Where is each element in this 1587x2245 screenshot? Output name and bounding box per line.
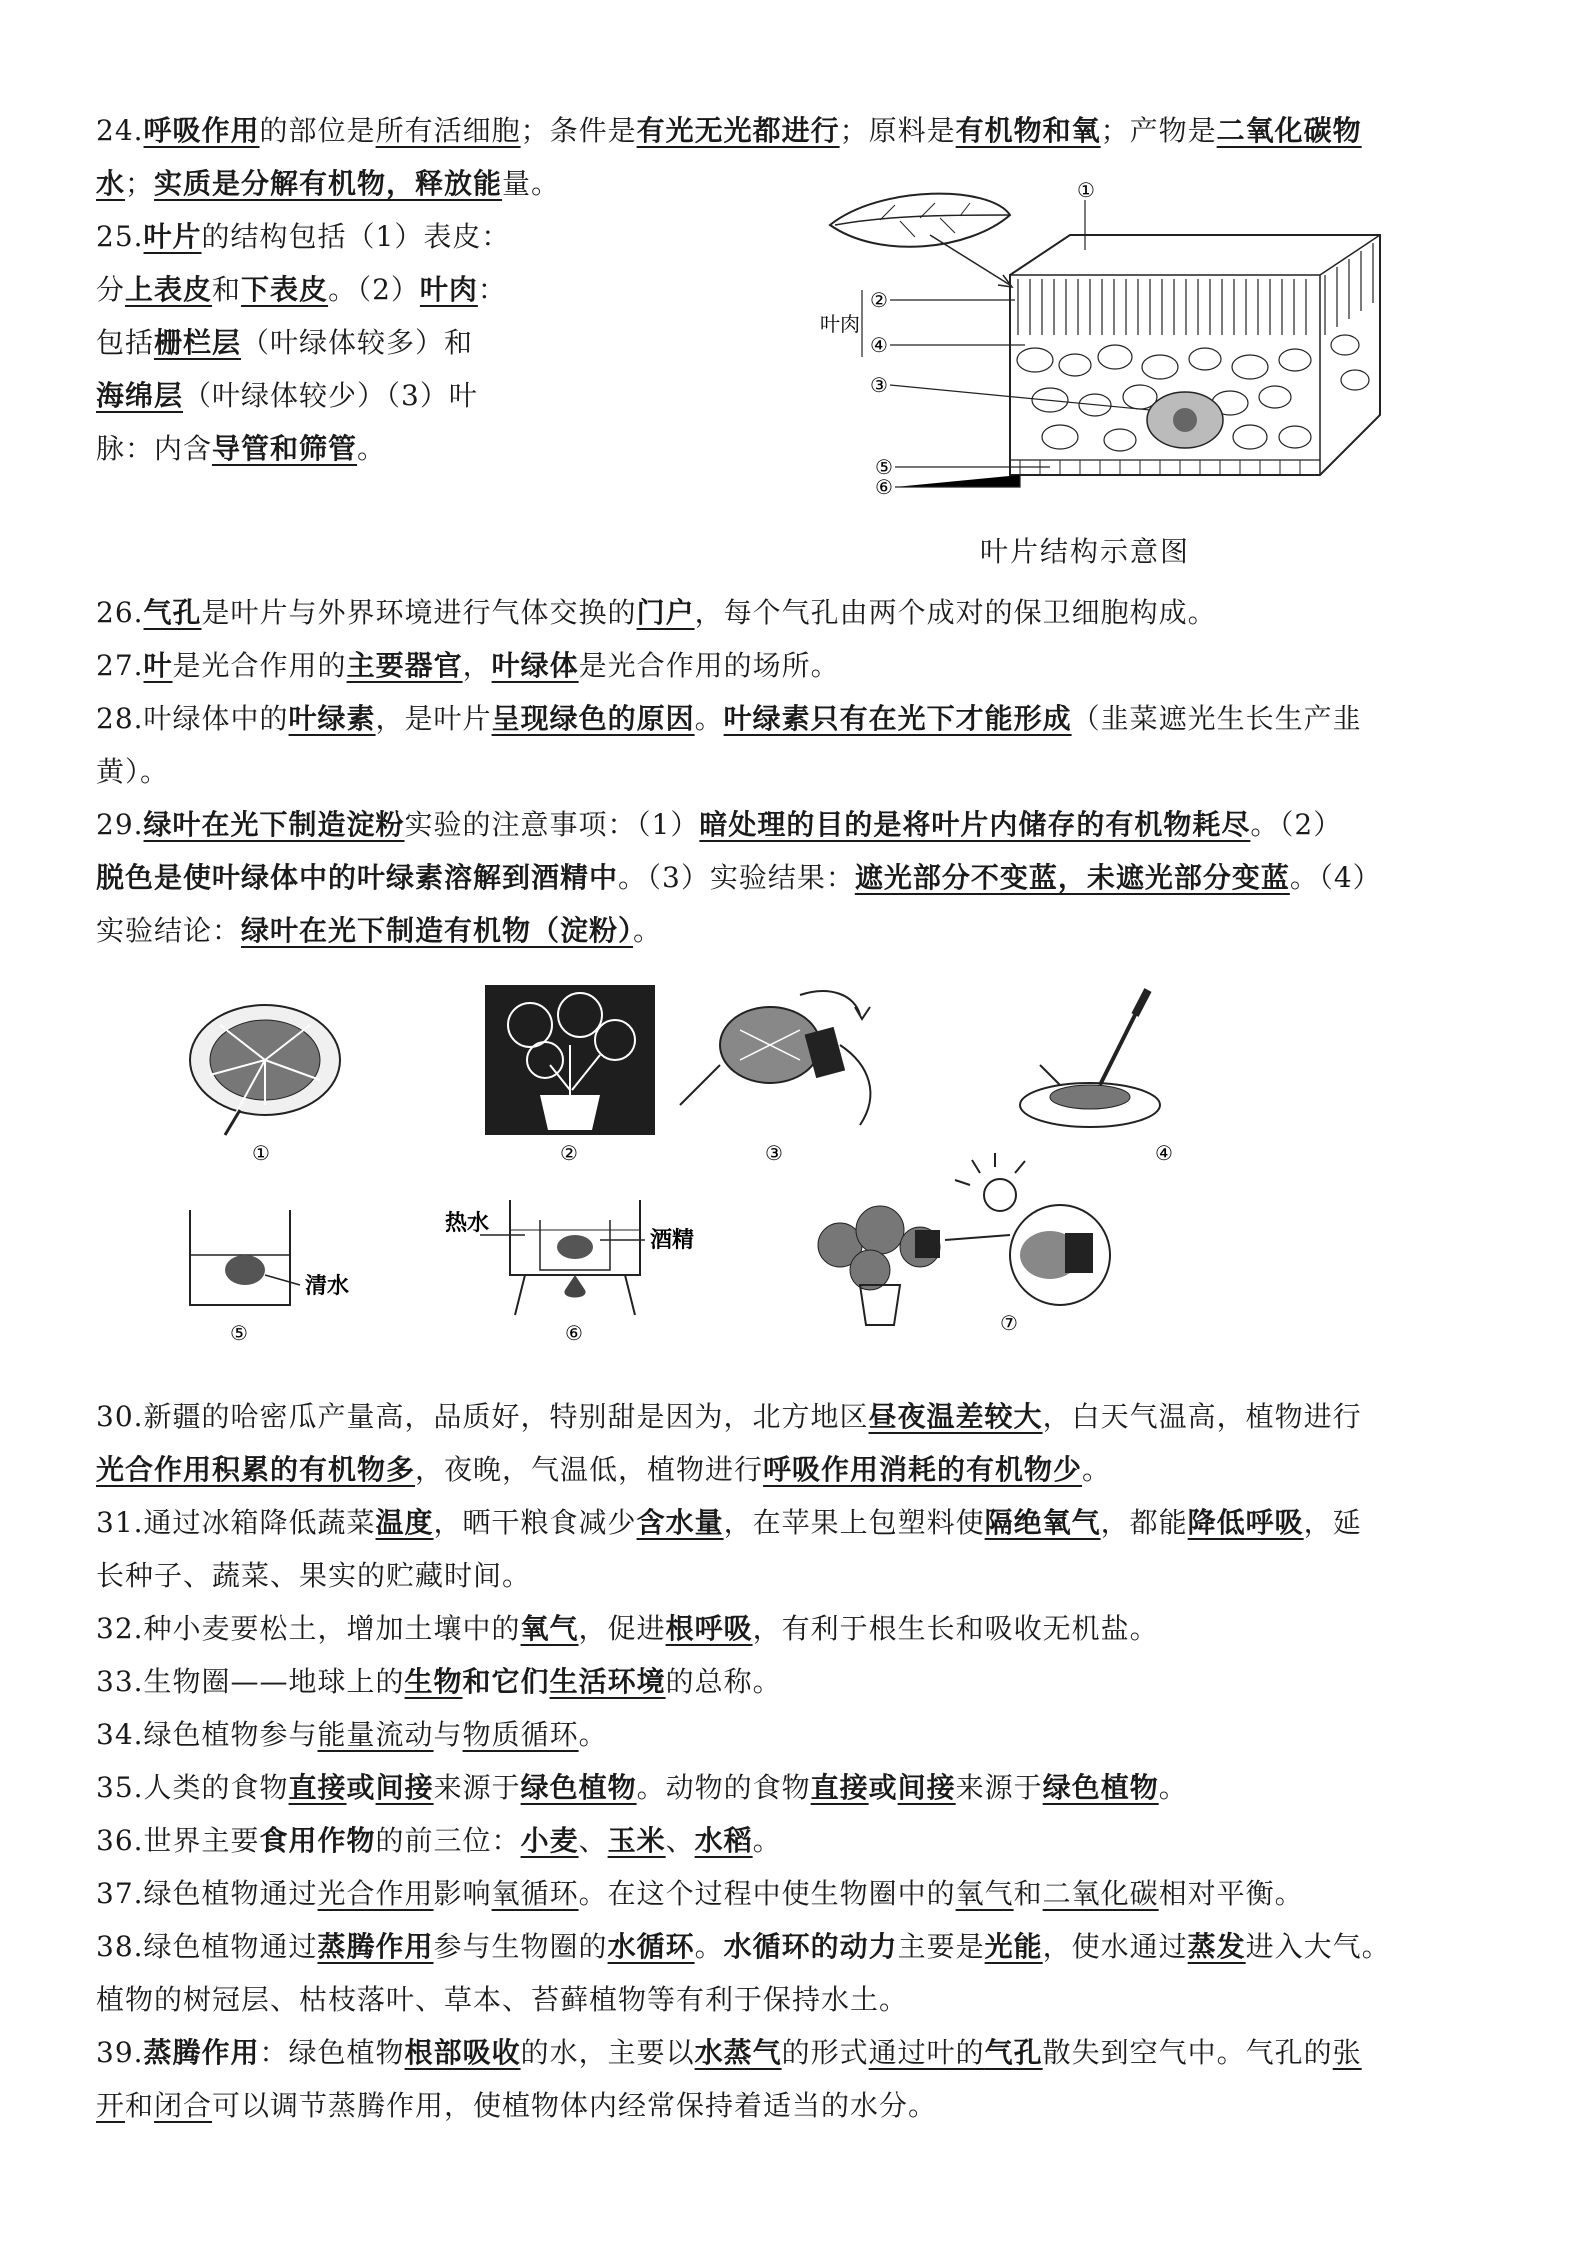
text: 或 [346, 1771, 376, 1804]
step-label-3: ③ [765, 1141, 783, 1165]
text: 。 [694, 1930, 724, 1963]
term: 温度 [375, 1506, 434, 1539]
label-6: ⑥ [875, 475, 893, 499]
item-number: 26. [96, 596, 144, 629]
text: ，在苹果上包塑料使 [723, 1506, 985, 1539]
term: 氧气 [955, 1877, 1014, 1910]
text: 33.生物圈——地球上的 [96, 1665, 405, 1698]
text: ，是叶片 [375, 702, 492, 735]
text: 影响 [433, 1877, 492, 1910]
text: 包括 [96, 326, 155, 359]
iodine-step-4 [1020, 990, 1173, 1165]
text: 38.绿色植物通过 [96, 1930, 318, 1963]
text: ，有利于根生长和吸收无机盐。 [752, 1612, 1159, 1645]
term: 根部吸收 [404, 2036, 521, 2069]
step-label-1: ① [252, 1141, 270, 1165]
item-39 [96, 2026, 1496, 2132]
term: 开 [96, 2089, 126, 2122]
text: 是叶片与外界环境进行气体交换的 [201, 596, 637, 629]
text: ，使水通过 [1042, 1930, 1188, 1963]
term: 叶绿素 [288, 702, 376, 735]
text: 脉：内含 [96, 432, 213, 465]
term: 呼吸作用 [143, 114, 260, 147]
text: ；条件是 [520, 114, 637, 147]
term: 下表皮 [241, 273, 329, 306]
text: 。 [752, 1824, 782, 1857]
text: ；原料是 [839, 114, 956, 147]
term: 直接 [288, 1771, 347, 1804]
text: 黄）。 [96, 755, 170, 788]
text: 分 [96, 273, 126, 306]
text: 、 [578, 1824, 608, 1857]
item-34 [96, 1708, 1496, 1761]
term: 蒸腾作用 [143, 2036, 260, 2069]
text: 。（2） [1250, 808, 1343, 841]
term: 栅栏层 [154, 326, 242, 359]
text: ，白天气温高，植物进行 [1042, 1400, 1362, 1433]
term: 生物 [404, 1665, 463, 1698]
item-28 [96, 692, 1496, 798]
text: 。 [578, 1718, 608, 1751]
item-number: 25. [96, 220, 144, 253]
item-25 [96, 210, 576, 475]
leaf-structure-drawing [820, 175, 1400, 515]
term: 二氧化碳 [1042, 1877, 1159, 1910]
item-26 [96, 586, 1496, 639]
text: 的部位是 [259, 114, 376, 147]
label-1: ① [1077, 178, 1095, 202]
text: 来源于 [433, 1771, 521, 1804]
text: 是光合作用的场所。 [578, 649, 840, 682]
text: 的前三位： [375, 1824, 521, 1857]
term: 光合作用 [317, 1877, 434, 1910]
item-35 [96, 1761, 1496, 1814]
term: 叶绿体 [491, 649, 579, 682]
term: 食用作物 [259, 1824, 376, 1857]
term: 张 [1332, 2036, 1362, 2069]
light-step-7 [818, 1153, 1110, 1335]
term: 叶片 [143, 220, 202, 253]
term: 呈现绿色的原因 [491, 702, 695, 735]
term: 绿叶在光下制造淀粉 [143, 808, 405, 841]
term: 通过叶的 [868, 2036, 985, 2069]
item-30 [96, 1390, 1496, 1496]
term: 蒸发 [1187, 1930, 1246, 1963]
text: 35.人类的食物 [96, 1771, 289, 1804]
term: 绿色植物 [1042, 1771, 1159, 1804]
text: 。在这个过程中使生物圈中的 [578, 1877, 956, 1910]
text: 。动物的食物 [636, 1771, 811, 1804]
term: 主要器官 [346, 649, 463, 682]
text: ；产物是 [1100, 114, 1217, 147]
text: 进入大气。 [1245, 1930, 1391, 1963]
term: 绿叶在光下制造有机物（淀粉） [241, 914, 634, 947]
experiment-figure [180, 985, 1460, 1355]
term: 门户 [636, 596, 695, 629]
text: 和 [1013, 1877, 1043, 1910]
text: （韭菜遮光生长生产韭 [1071, 702, 1362, 735]
text: 的水，主要以 [520, 2036, 695, 2069]
term: 水循环 [607, 1930, 695, 1963]
term: 玉米 [607, 1824, 666, 1857]
text: 。 [633, 914, 663, 947]
text: 实验的注意事项：（1） [404, 808, 700, 841]
term: 光能 [984, 1930, 1043, 1963]
term: 根呼吸 [665, 1612, 753, 1645]
text: 和 [125, 2089, 155, 2122]
item-number: 24. [96, 114, 144, 147]
text: 和它们 [462, 1665, 550, 1698]
item-37 [96, 1867, 1496, 1920]
leaf-structure-figure [820, 175, 1400, 515]
covering-step-3 [680, 991, 870, 1165]
text: ，夜晚，气温低，植物进行 [415, 1453, 764, 1486]
text: 。（4） [1289, 861, 1382, 894]
text: ： [477, 273, 507, 306]
text: 长种子、蔬菜、果实的贮藏时间。 [96, 1559, 532, 1592]
term: 小麦 [520, 1824, 579, 1857]
term: 海绵层 [96, 379, 184, 412]
text: 、 [665, 1824, 695, 1857]
text: ，延 [1303, 1506, 1362, 1539]
step-label-5: ⑤ [230, 1321, 248, 1345]
text: 植物的树冠层、枯枝落叶、草本、苔藓植物等有利于保持水土。 [96, 1983, 909, 2016]
text: ， [462, 649, 492, 682]
term: 二氧化碳物 [1216, 114, 1362, 147]
item-38 [96, 1920, 1496, 2026]
text: ，都能 [1100, 1506, 1188, 1539]
item-33 [96, 1655, 1496, 1708]
term: 叶肉 [419, 273, 478, 306]
step-label-2: ② [560, 1141, 578, 1165]
text: 34.绿色植物参与 [96, 1718, 318, 1751]
text: ，促进 [578, 1612, 666, 1645]
term: 气孔 [143, 596, 202, 629]
term: 闭合 [154, 2089, 213, 2122]
text: 37.绿色植物通过 [96, 1877, 318, 1910]
step-label-6: ⑥ [565, 1321, 583, 1345]
text: ：绿色植物 [259, 2036, 405, 2069]
term: 间接 [375, 1771, 434, 1804]
text: 量。 [502, 167, 561, 200]
text: 散失到空气中。气孔的 [1042, 2036, 1333, 2069]
term: 遮光部分不变蓝，未遮光部分变蓝 [854, 861, 1290, 894]
text: 。 [1082, 1453, 1112, 1486]
term: 能量流动 [317, 1718, 434, 1751]
item-32 [96, 1602, 1496, 1655]
item-number: 27. [96, 649, 144, 682]
text: 和 [212, 273, 242, 306]
term: 导管和筛管 [212, 432, 358, 465]
text: 的形式 [781, 2036, 869, 2069]
label-5: ⑤ [875, 455, 893, 479]
clear-water-label: 清水 [305, 1274, 350, 1299]
rinse-step-5 [190, 1210, 349, 1345]
term: 物质循环 [462, 1718, 579, 1751]
label-2: ② [870, 288, 888, 312]
text: ； [125, 167, 155, 200]
term: 间接 [897, 1771, 956, 1804]
alcohol-label: 酒精 [650, 1228, 695, 1253]
text: 。（3）实验结果： [618, 861, 855, 894]
hot-water-label: 热水 [445, 1211, 490, 1236]
term: 实质是分解有机物，释放能 [154, 167, 503, 200]
text: ，每个气孔由两个成对的保卫细胞构成。 [694, 596, 1217, 629]
leaf-figure-caption: 叶片结构示意图 [980, 535, 1191, 568]
term: 叶绿素只有在光下才能形成 [723, 702, 1072, 735]
term: 绿色植物 [520, 1771, 637, 1804]
text: 参与生物圈的 [433, 1930, 608, 1963]
step-label-4: ④ [1155, 1141, 1173, 1165]
term: 水循环的动力 [723, 1930, 898, 1963]
text: 与 [433, 1718, 463, 1751]
text: ，晒干粮食减少 [433, 1506, 637, 1539]
text: 可以调节蒸腾作用，使植物体内经常保持着适当的水分。 [212, 2089, 938, 2122]
term: 氧循环 [491, 1877, 579, 1910]
text: 的结构包括（1）表皮： [201, 220, 511, 253]
term: 叶 [143, 649, 173, 682]
term: 有机物和氧 [955, 114, 1101, 147]
item-27 [96, 639, 1496, 692]
text: 主要是 [897, 1930, 985, 1963]
term: 上表皮 [125, 273, 213, 306]
item-number: 29. [96, 808, 144, 841]
text: 来源于 [955, 1771, 1043, 1804]
text: 相对平衡。 [1158, 1877, 1304, 1910]
decolorize-step-6 [445, 1200, 694, 1345]
label-mesophyll: 叶肉 [820, 312, 860, 336]
text: （叶绿体较多）和 [241, 326, 474, 359]
text: 32.种小麦要松土，增加土壤中的 [96, 1612, 521, 1645]
term: 直接 [810, 1771, 869, 1804]
item-number: 39. [96, 2036, 144, 2069]
experiment-drawing [180, 985, 1460, 1355]
dark-box-step-2 [485, 985, 655, 1165]
term: 隔绝氧气 [984, 1506, 1101, 1539]
leaf-step-1 [190, 1005, 340, 1165]
text: 36.世界主要 [96, 1824, 260, 1857]
term: 水 [96, 167, 126, 200]
term: 暗处理的目的是将叶片内储存的有机物耗尽 [699, 808, 1251, 841]
text: （叶绿体较少）（3）叶 [183, 379, 478, 412]
term: 昼夜温差较大 [868, 1400, 1043, 1433]
term: 脱色是使叶绿体中的叶绿素溶解到酒精中 [96, 861, 619, 894]
text: 。 [1158, 1771, 1188, 1804]
text: 。 [694, 702, 724, 735]
term: 呼吸作用消耗的有机物少 [763, 1453, 1083, 1486]
text: 。 [357, 432, 387, 465]
item-36 [96, 1814, 1496, 1867]
text: 30.新疆的哈密瓜产量高，品质好，特别甜是因为，北方地区 [96, 1400, 869, 1433]
term: 降低呼吸 [1187, 1506, 1304, 1539]
label-4: ④ [870, 333, 888, 357]
text: 。（2） [328, 273, 420, 306]
text: 或 [868, 1771, 898, 1804]
step-label-7: ⑦ [1000, 1311, 1018, 1335]
term: 水蒸气 [694, 2036, 782, 2069]
text: 实验结论： [96, 914, 242, 947]
text: 的总称。 [665, 1665, 782, 1698]
term: 水稻 [694, 1824, 753, 1857]
term: 生活环境 [549, 1665, 666, 1698]
term: 有光无光都进行 [636, 114, 840, 147]
term: 含水量 [636, 1506, 724, 1539]
term: 光合作用积累的有机物多 [96, 1453, 416, 1486]
label-3: ③ [870, 373, 888, 397]
term: 所有活细胞 [375, 114, 521, 147]
item-31 [96, 1496, 1496, 1602]
text: 28.叶绿体中的 [96, 702, 289, 735]
term: 蒸腾作用 [317, 1930, 434, 1963]
text: 31.通过冰箱降低蔬菜 [96, 1506, 376, 1539]
term: 氧气 [520, 1612, 579, 1645]
term: 气孔 [984, 2036, 1043, 2069]
item-29 [96, 798, 1496, 957]
text: 是光合作用的 [172, 649, 347, 682]
